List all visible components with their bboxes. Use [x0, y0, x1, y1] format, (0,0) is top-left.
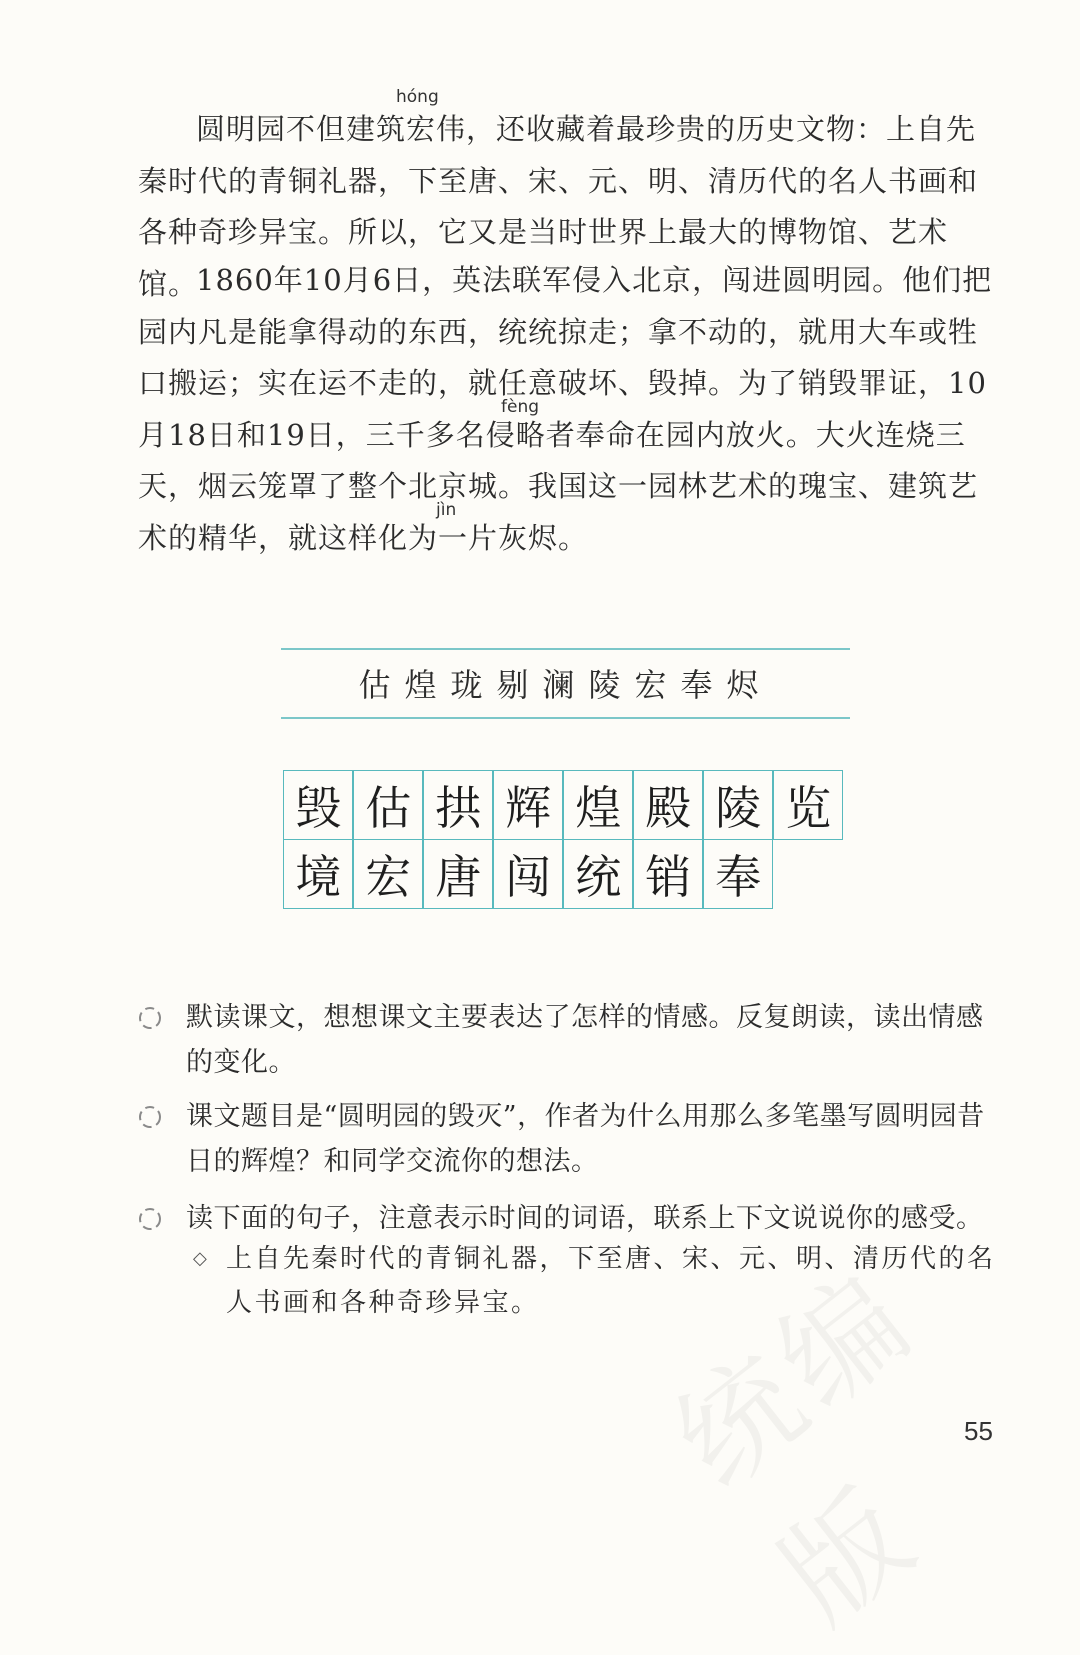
question-marker-icon — [137, 1005, 163, 1031]
read-chars: 估煌珑剔澜陵宏奉烬 — [358, 666, 773, 704]
question-marker-icon — [137, 1206, 163, 1232]
write-char: 境 — [283, 839, 353, 909]
write-char: 览 — [773, 770, 843, 840]
write-char: 估 — [353, 770, 423, 840]
question-3: 读下面的句子，注意表示时间的词语，联系上下文说说你的感受。 — [186, 1203, 984, 1234]
write-char: 拱 — [423, 770, 493, 840]
write-char: 辉 — [493, 770, 563, 840]
pinyin-feng: fèng — [501, 397, 540, 417]
pinyin-hong: hóng — [396, 87, 439, 107]
write-char: 毁 — [283, 770, 353, 840]
page-number: 55 — [964, 1416, 993, 1446]
pinyin-jin: jìn — [436, 500, 457, 520]
question-2: 课文题目是“圆明园的毁灭”，作者为什么用那么多笔墨写圆明园昔日的辉煌？和同学交流你的想法。 — [186, 1101, 985, 1177]
write-char: 奉 — [703, 839, 773, 909]
write-chars-grid — [284, 771, 844, 908]
read-chars-bottom-rule — [281, 717, 850, 719]
write-char: 统 — [563, 839, 633, 909]
write-char: 陵 — [703, 770, 773, 840]
write-char: 唐 — [423, 839, 493, 909]
question-marker-icon — [137, 1104, 163, 1130]
read-chars-top-rule — [281, 648, 850, 650]
diamond-bullet-icon: ◇ — [193, 1248, 207, 1269]
example-sentence: 上自先秦时代的青铜礼器，下至唐、宋、元、明、清历代的名人书画和各种奇珍异宝。 — [226, 1244, 996, 1318]
write-char: 宏 — [353, 839, 423, 909]
write-char: 闯 — [493, 839, 563, 909]
write-char: 煌 — [563, 770, 633, 840]
paragraph-2: 1860年10月6日，英法联军侵入北京，闯进圆明园。他们把园内凡是能拿得动的东西，统统掠走；拿不动的，就用大车或牲口搬运；实在运不走的，就任意破坏、毁掉。为了销毁罪证，10月18日和19日，三千多名侵略者奉命在园内放火。大火连烧三天，烟云笼罩了整个北京城。我国这一园林艺术的瑰宝、建筑艺术的精华，就这样化为一片灰烬。 — [138, 263, 993, 555]
question-1: 默读课文，想想课文主要表达了怎样的情感。反复朗读，读出情感的变化。 — [186, 1002, 984, 1078]
write-char: 销 — [633, 839, 703, 909]
write-char: 殿 — [633, 770, 703, 840]
paragraph-1: 圆明园不但建筑宏伟，还收藏着最珍贵的历史文物：上自先秦时代的青铜礼器，下至唐、宋、元、明、清历代的名人书画和各种奇珍异宝。所以，它又是当时世界上最大的博物馆、艺术馆。 — [138, 112, 979, 301]
